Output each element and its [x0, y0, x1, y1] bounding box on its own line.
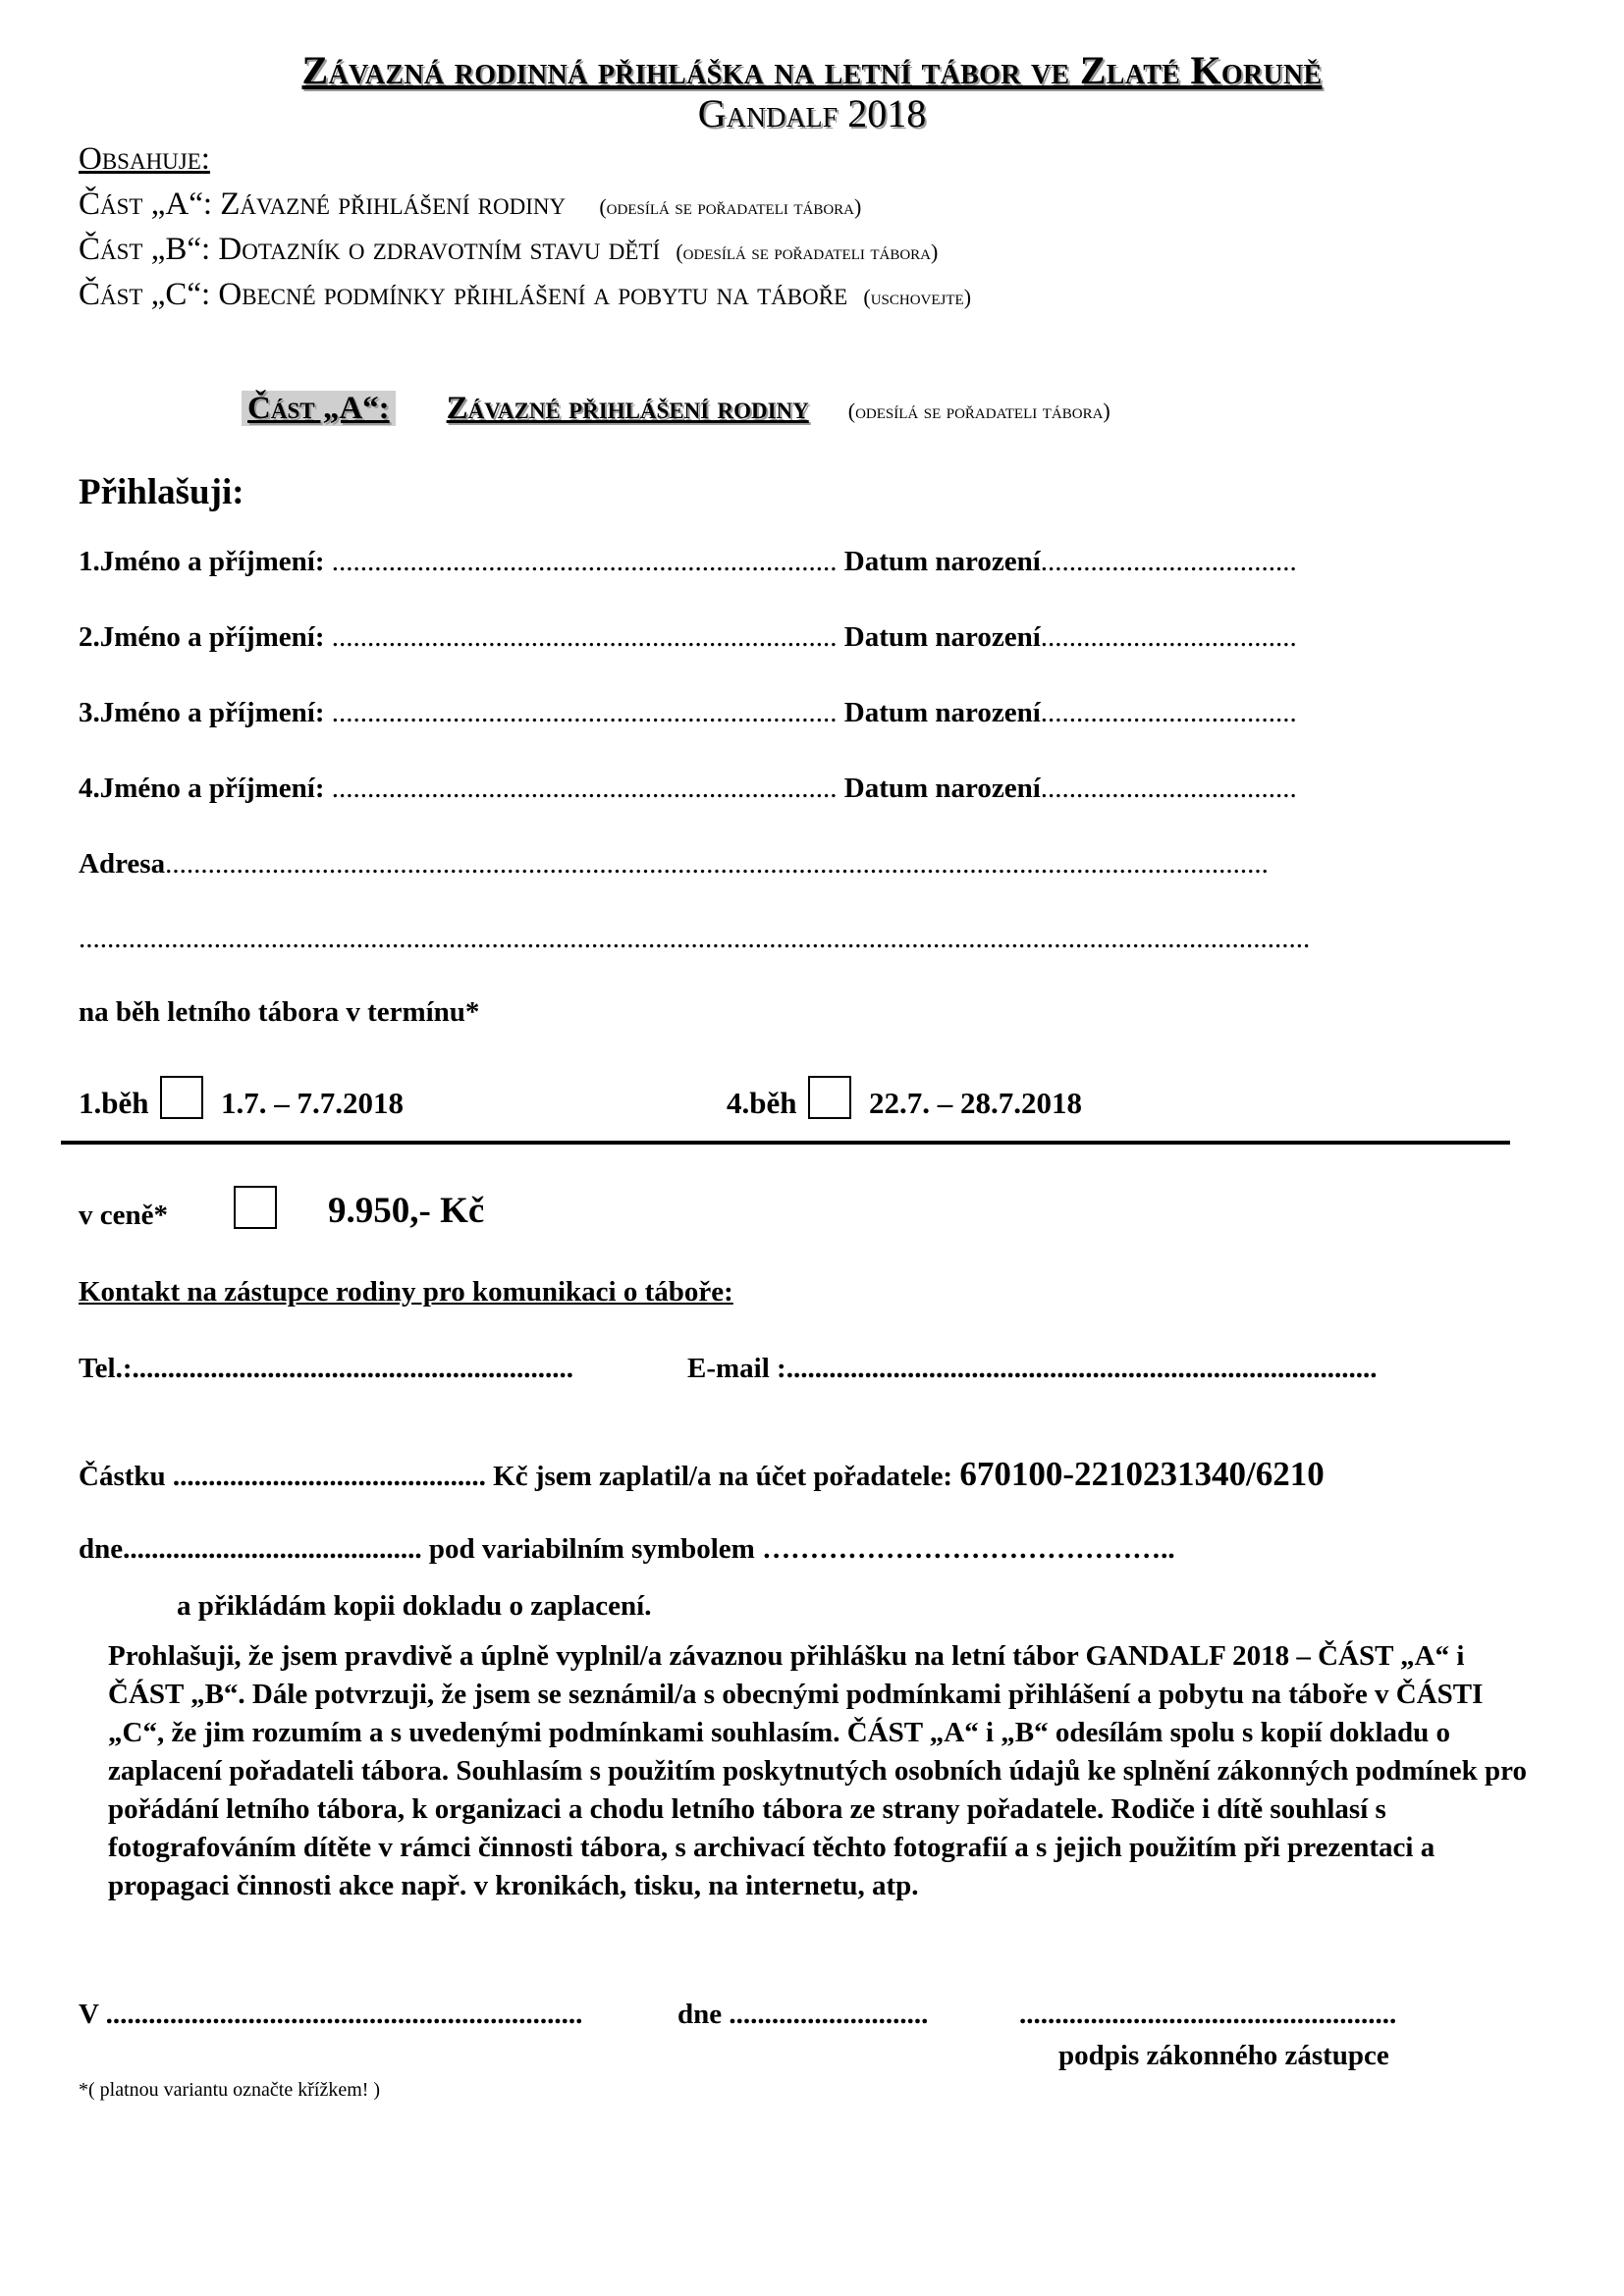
term-4-dates: 22.7. – 28.7.2018 — [869, 1086, 1082, 1120]
tel-label: Tel.: — [79, 1353, 133, 1384]
address-field[interactable]: ........................................................................................................................................................... — [165, 848, 1269, 880]
email-field[interactable]: ................................................................................... — [785, 1353, 1378, 1384]
payment-date-label: dne — [79, 1533, 124, 1565]
tel-row[interactable] — [79, 1353, 573, 1385]
person-1-date-field[interactable]: .................................... — [1040, 546, 1297, 577]
price-label: v ceně* — [79, 1200, 168, 1231]
term-1-label: 1.běh — [79, 1086, 149, 1120]
amount-field[interactable]: ............................................ — [165, 1461, 486, 1492]
contents-item-a-label: Část „A“: Závazné přihlášení rodiny — [79, 187, 567, 222]
address-label: Adresa — [79, 848, 166, 880]
contents-item-a-note: (odesílá se pořadateli tábora) — [599, 194, 862, 219]
person-1-name-label: 1.Jméno a příjmení: — [79, 546, 325, 577]
payment-date-field[interactable]: .......................................... — [123, 1533, 422, 1565]
sign-date-row[interactable] — [677, 1999, 928, 2031]
section-a-note: (odesílá se pořadateli tábora) — [847, 399, 1110, 423]
amount-text: Kč jsem zaplatil/a na účet pořadatele: — [485, 1461, 960, 1492]
term-1-dates: 1.7. – 7.7.2018 — [221, 1086, 404, 1120]
person-4-name-field[interactable]: ....................................................................... — [324, 773, 838, 804]
term-1-checkbox[interactable] — [160, 1076, 203, 1119]
person-row-2[interactable] — [79, 621, 1297, 654]
person-3-name-label: 3.Jméno a příjmení: — [79, 697, 325, 728]
contents-item-c-label: Část „C“: Obecné podmínky přihlášení a pobytu na táboře — [79, 277, 848, 312]
amount-label: Částku — [79, 1461, 166, 1492]
person-2-date-label: Datum narození — [837, 621, 1041, 653]
term-option-4[interactable] — [727, 1076, 1082, 1121]
term-label: na běh letního tábora v termínu* — [79, 996, 480, 1028]
person-1-name-field[interactable]: ....................................................................... — [324, 546, 838, 577]
price-value: 9.950,- Kč — [328, 1191, 485, 1231]
contents-item-b — [79, 232, 938, 268]
footnote: *( platnou variantu označte křížkem! ) — [79, 2079, 381, 2101]
person-2-date-field[interactable]: .................................... — [1040, 621, 1297, 653]
section-a-tag: Část „A“: — [242, 391, 396, 426]
email-row[interactable] — [687, 1353, 1377, 1385]
tel-field[interactable]: .............................................................. — [132, 1353, 574, 1384]
sign-date-label: dne — [677, 1999, 723, 2030]
email-label: E-mail : — [687, 1353, 786, 1384]
form-intro: Přihlašuji: — [79, 472, 244, 512]
place-field[interactable]: ................................................................... — [98, 1999, 583, 2030]
person-3-date-field[interactable]: .................................... — [1040, 697, 1297, 728]
contents-heading: Obsahuje: — [79, 141, 210, 177]
section-divider — [61, 1141, 1510, 1145]
contents-item-c — [79, 277, 971, 313]
address-row-2[interactable] — [79, 923, 1310, 955]
place-row[interactable] — [79, 1999, 582, 2031]
person-row-4[interactable] — [79, 773, 1297, 805]
declaration-text: Prohlašuji, že jsem pravdivě a úplně vyplnil/a závaznou přihlášku na letní tábor GANDALF 2018 – ČÁST „A“ i ČÁST „B“. Dále potvrzuji, že jsem se seznámil/a s obecnými podmínkami přihlášení a pobytu na táboře v ČÁSTI „C“, že jim rozumím a s uvedenými podmínkami souhlasím. ČÁST „A“ i „B“ odesílám spolu s kopií dokladu o zaplacení pořadateli tábora. Souhlasím s použitím poskytnutých osobních údajů ke splnění zákonných podmínek pro pořádání letního tábora, k organizaci a chodu letního tábora ze strany pořadatele. Rodiče i dítě souhlasí s fotografováním dítěte v rámci činnosti tábora, s archivací těchto fotografií a s jejich použitím při prezentaci a propagaci činnosti akce např. v kronikách, tisku, na internetu, atp. — [108, 1640, 1527, 1901]
receipt-note: a přikládám kopii dokladu o zaplacení. — [177, 1590, 652, 1622]
person-row-3[interactable] — [79, 697, 1297, 729]
contact-heading: Kontakt na zástupce rodiny pro komunikaci o táboře: — [79, 1276, 733, 1308]
person-4-date-field[interactable]: .................................... — [1040, 773, 1297, 804]
signature-field[interactable]: ..................................................... — [1019, 1999, 1397, 2030]
term-option-1[interactable] — [79, 1076, 404, 1121]
person-4-name-label: 4.Jméno a příjmení: — [79, 773, 325, 804]
contents-item-c-note: (uschovejte) — [863, 285, 972, 309]
person-2-name-field[interactable]: ....................................................................... — [324, 621, 838, 653]
document-title: Závazná rodinná přihláška na letní tábor ve Zlaté Koruně — [301, 48, 1323, 92]
address-field-2[interactable]: ............................................................................................................................................................................. — [79, 923, 1311, 954]
contents-item-b-label: Část „B“: Dotazník o zdravotním stavu dětí — [79, 232, 661, 267]
person-4-date-label: Datum narození — [837, 773, 1041, 804]
section-a-title: Závazné přihlášení rodiny — [446, 391, 809, 426]
sign-date-field[interactable]: ............................ — [722, 1999, 929, 2030]
term-4-label: 4.běh — [727, 1086, 797, 1120]
payment-date-row[interactable] — [79, 1533, 1175, 1566]
section-a-heading — [242, 391, 1110, 427]
account-number: 670100-2210231340/6210 — [959, 1455, 1325, 1493]
price-checkbox[interactable] — [234, 1186, 277, 1229]
term-4-checkbox[interactable] — [808, 1076, 851, 1119]
amount-row[interactable] — [79, 1455, 1325, 1494]
person-row-1[interactable] — [79, 546, 1297, 578]
person-2-name-label: 2.Jméno a příjmení: — [79, 621, 325, 653]
person-3-date-label: Datum narození — [837, 697, 1041, 728]
person-1-date-label: Datum narození — [837, 546, 1041, 577]
person-3-name-field[interactable]: ....................................................................... — [324, 697, 838, 728]
contents-item-b-note: (odesílá se pořadateli tábora) — [676, 240, 939, 264]
vs-field[interactable]: …………………………………….. — [762, 1533, 1175, 1565]
document-subtitle: Gandalf 2018 — [697, 91, 927, 135]
place-label: V — [79, 1999, 99, 2030]
signature-label: podpis zákonného zástupce — [1058, 2040, 1389, 2071]
address-row[interactable] — [79, 848, 1269, 881]
contents-item-a — [79, 187, 861, 223]
vs-label: pod variabilním symbolem — [421, 1533, 763, 1565]
